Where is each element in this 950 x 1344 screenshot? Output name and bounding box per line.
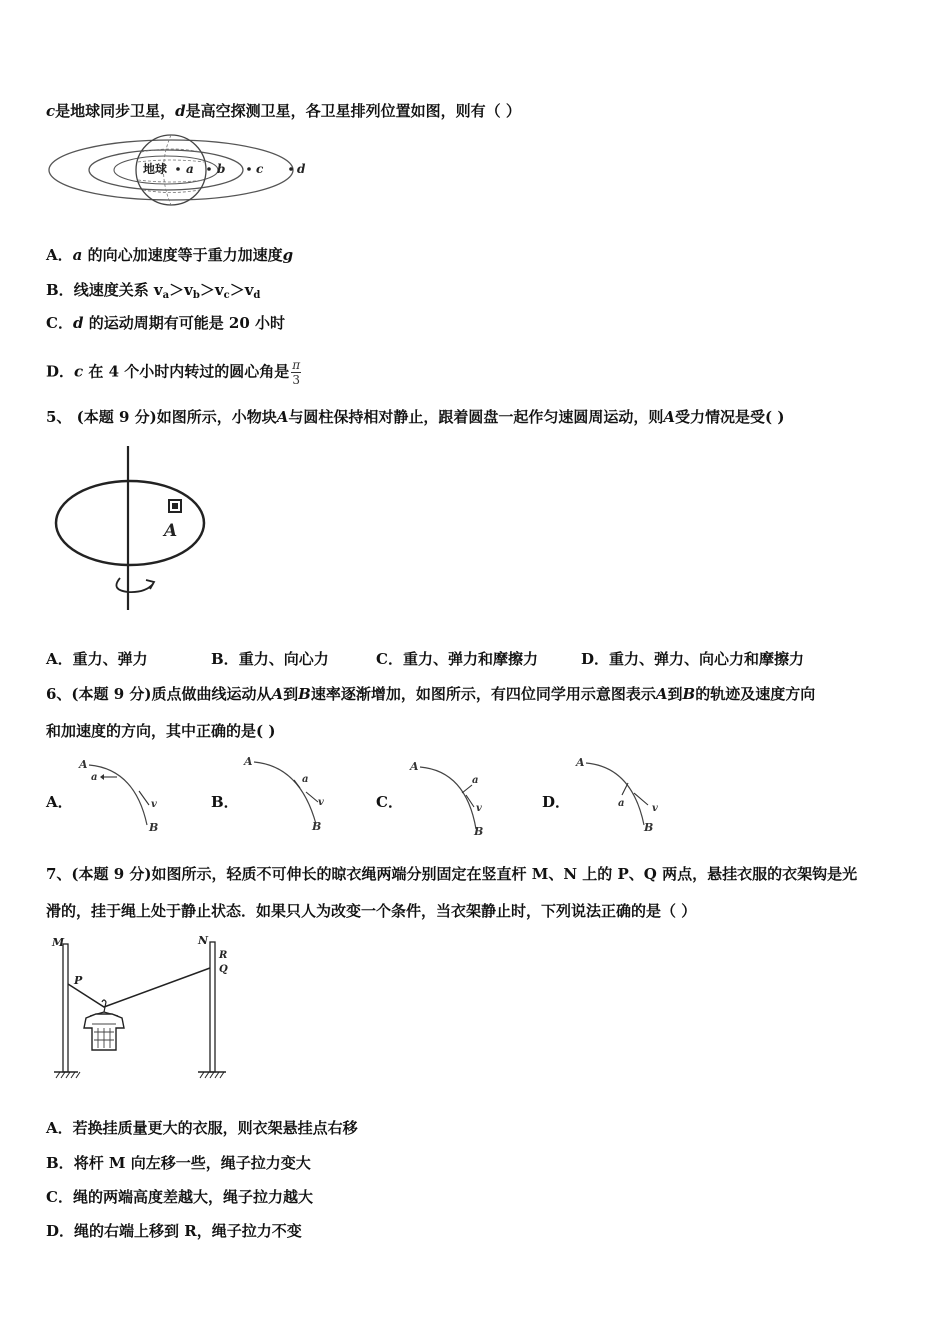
q4-option-d [46, 358, 301, 387]
pole-m-label: M [52, 936, 65, 949]
option-letter: A． [46, 246, 73, 264]
point-b-label: B [474, 825, 484, 838]
sub-b: b [192, 290, 200, 301]
q5-stem-part3: 受力情况是受( ) [675, 408, 785, 426]
option-var-g: g [282, 246, 294, 264]
clothesline-rope [68, 968, 210, 1007]
point-a-label: A [410, 760, 419, 773]
earth-label: 地球 [143, 162, 168, 176]
option-letter: B． [46, 281, 74, 299]
option-letter: A． [46, 1119, 73, 1137]
option-letter: C． [46, 1188, 73, 1206]
option-text: 绳的右端上移到 R，绳子拉力不变 [74, 1222, 302, 1240]
q6-option-c: C． [376, 793, 403, 811]
point-p-label: P [74, 974, 83, 987]
v-symbol: v [184, 281, 193, 299]
q7-option-a [46, 1117, 358, 1139]
gt-sign: ＞ [229, 281, 245, 299]
accel-arrow [462, 785, 472, 793]
option-text: 将杆 M 向左移一些，绳子拉力变大 [73, 1154, 311, 1172]
point-b-label: B [644, 821, 654, 834]
option-text: 若换挂质量更大的衣服，则衣架悬挂点右移 [72, 1119, 358, 1137]
option-letter: D． [46, 1222, 75, 1240]
option-letter: D． [46, 362, 75, 381]
sub-d: d [253, 290, 261, 301]
sat-d-label: d [297, 162, 306, 176]
q6-stem-line1 [46, 683, 815, 705]
q6-to: 到 [283, 685, 299, 703]
pole-m [63, 944, 68, 1072]
q6-to: 到 [667, 685, 683, 703]
q6-var-a: A [655, 685, 668, 703]
accel-label: a [618, 798, 625, 809]
accel-arrowhead [100, 774, 104, 780]
q6-var-b: B [298, 685, 311, 703]
point-b-label: B [312, 820, 322, 833]
sat-b-dot [207, 167, 211, 171]
trajectory [89, 765, 147, 825]
q5-option-c [376, 648, 538, 670]
q5-option-d [581, 648, 804, 670]
pole-n-label: N [198, 934, 209, 947]
q6-option-d: D． [542, 793, 571, 811]
q4-option-b [46, 279, 260, 307]
q7-option-d [46, 1220, 302, 1242]
point-r-label: R [219, 950, 228, 961]
q5-stem-part2: 与圆柱保持相对静止，跟着圆盘一起作匀速圆周运动，则 [288, 408, 664, 426]
option-var: d [72, 314, 84, 332]
q6-stem-line2: 和加速度的方向，其中正确的是( ) [46, 722, 276, 740]
q6-figure-a [75, 755, 175, 835]
q5-var-a: A [276, 408, 289, 426]
sat-a-label: a [186, 162, 194, 176]
accel-arrow [622, 783, 628, 795]
q6-stem-part2: 速率逐渐增加，如图所示，有四位同学用示意图表示 [310, 685, 656, 703]
sub-c: c [223, 290, 230, 301]
rotating-disk [56, 481, 204, 565]
v-symbol: v [244, 281, 254, 299]
option-text: 重力、弹力、向心力和摩擦力 [609, 650, 805, 668]
q5-stem [46, 406, 784, 428]
q5-option-b [211, 648, 329, 670]
q6-stem-part1: 6、(本题 9 分)质点做曲线运动从 [46, 685, 272, 703]
option-text: 绳的两端高度差越大，绳子拉力越大 [72, 1188, 313, 1206]
accel-arrow [294, 780, 300, 788]
q5-option-a [46, 648, 148, 670]
point-a-label: A [79, 758, 88, 771]
point-b-label: B [149, 821, 159, 834]
velocity-label: v [652, 803, 658, 814]
option-text: 在 4 个小时内转过的圆心角是 [88, 362, 290, 381]
q5-var-a: A [663, 408, 676, 426]
sat-c-label: c [256, 162, 264, 176]
q6-figure-b [240, 752, 340, 834]
option-var: a [72, 246, 83, 264]
velocity-label: v [318, 797, 324, 808]
option-var: c [74, 362, 84, 381]
sat-b-label: b [217, 162, 226, 176]
accel-label: a [302, 774, 309, 785]
q5-disk-figure [50, 440, 215, 615]
option-letter: B． [211, 650, 239, 668]
velocity-label: v [151, 799, 157, 810]
option-text: 线速度关系 [73, 281, 154, 299]
q6-var-b: B [682, 685, 696, 703]
option-text: 的运动周期有可能是 20 小时 [88, 314, 286, 332]
option-text: 的向心加速度等于重力加速度 [87, 246, 283, 264]
q4-stem-part1: 是地球同步卫星， [55, 102, 176, 120]
q6-var-a: A [271, 685, 284, 703]
option-letter: A． [46, 650, 73, 668]
option-letter: C． [46, 314, 73, 332]
point-a-label: A [576, 756, 585, 769]
option-text: 重力、弹力和摩擦力 [402, 650, 538, 668]
q7-option-c [46, 1186, 313, 1208]
point-q-label: Q [219, 964, 228, 975]
q4-stem-part2: 是高空探测卫星，各卫星排列位置如图，则有（ ） [185, 102, 521, 120]
sat-a-dot [176, 167, 180, 171]
q6-figure-d [572, 753, 672, 835]
pole-n [210, 942, 215, 1072]
q6-figure-c [406, 757, 506, 839]
q7-option-b [46, 1152, 311, 1174]
option-text: 重力、弹力 [72, 650, 148, 668]
point-a-label: A [244, 755, 253, 768]
q5-stem-part1: 5、 (本题 9 分)如图所示，小物块 [46, 408, 277, 426]
accel-label: a [91, 772, 98, 783]
q7-clothesline-figure [48, 932, 248, 1090]
v-symbol: v [153, 281, 163, 299]
sat-c-dot [247, 167, 251, 171]
velocity-label: v [476, 803, 482, 814]
frac-num: π [292, 358, 301, 372]
fraction-pi-over-3 [291, 358, 301, 387]
q7-stem-line1: 7、(本题 9 分)如图所示，轻质不可伸长的晾衣绳两端分别固定在竖直杆 M、N 上的 P、Q 两点，悬挂衣服的衣架钩是光 [46, 865, 858, 883]
ground-hatch-n [200, 1072, 224, 1078]
option-letter: D． [581, 650, 610, 668]
q4-orbit-figure [46, 130, 316, 210]
q6-option-b: B． [211, 793, 239, 811]
q4-option-c [46, 312, 285, 334]
q6-option-a: A． [46, 793, 73, 811]
option-letter: C． [376, 650, 403, 668]
q6-stem-part3: 的轨迹及速度方向 [695, 685, 816, 703]
option-letter: B． [46, 1154, 74, 1172]
frac-den: 3 [292, 373, 301, 387]
q4-stem-c: c [46, 102, 56, 120]
block-a-inner [172, 503, 178, 509]
q4-stem-d: d [175, 102, 186, 120]
block-a-label: A [164, 521, 178, 541]
sub-a: a [162, 290, 170, 301]
accel-label: a [472, 775, 479, 786]
q4-stem [46, 100, 521, 122]
q4-option-a [46, 244, 293, 266]
option-text: 重力、向心力 [238, 650, 329, 668]
sat-d-dot [289, 167, 293, 171]
v-symbol: v [214, 281, 224, 299]
gt-sign: ＞ [199, 281, 215, 299]
gt-sign: ＞ [169, 281, 185, 299]
q7-stem-line2: 滑的，挂于绳上处于静止状态．如果只人为改变一个条件，当衣架静止时，下列说法正确的是（ ） [46, 902, 697, 920]
ground-hatch-m [56, 1072, 80, 1078]
